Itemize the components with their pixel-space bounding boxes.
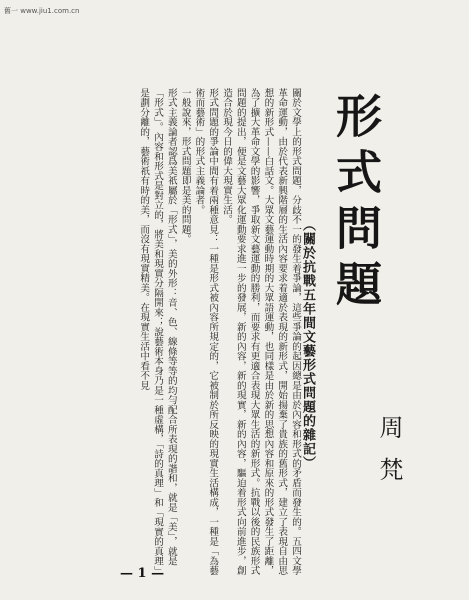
article-title: 形式問題: [329, 92, 383, 316]
author-name: 周梵: [375, 415, 403, 499]
page-number: — 1 —: [120, 566, 165, 581]
body-paragraph: 關於文學上的形式問題，分歧不一的發生着爭論，這些爭論的起因總是由於內容和形式的矛盾而發生的。五四文學革命運動，由於代表新興階層的生活內容要求着適於表現的新形式，開始揚棄了貴族的舊形式，建立了表現自由思想的新形式——白話文。大眾文藝運動時期的大眾語運動，也同樣是由於新的思想內容和原來的形式發生了距離，為了擴大革命文學的影響，爭取新文藝運動的勝利，而要求有更適合表現大眾生活的新形式。抗戰以後的民族形式問題的提出，便是文藝大眾化運動要求進一步的發展，新的內容，新的現實，新的內容，驅迫着形式向前進步，創造合於現今日的偉大現實生活。: [221, 88, 301, 576]
article-subtitle: （關於抗戰五年間文藝形式問題的雜記）: [300, 218, 315, 470]
watermark-text: 舊一 www.jiu1.com.cn: [4, 7, 80, 15]
body-paragraph: 形式問題的爭論中間有着兩種意見：一種是形式被內容所規定的，它被制於所反映的現實生活構成，一種是「為藝術而藝術」的形式主義論者。: [193, 88, 219, 576]
article-body: [74, 88, 302, 578]
body-paragraph: 一般說來，形式問題即是美的問題。: [179, 88, 191, 244]
body-paragraph: 形式主義論者認爲美祇屬於「形式」，美的外形：音、色、線條等等的均勻配合所表現的諧和，就是「美」，就是「形式」。內容和形式是對立的，將美和現實分隔開來；說藝術本身乃是一種虛構，「詩的真理」和「現實的真理」是劃分離的，藝術祇有時的美，而沒有現實精美。在現實生活中看不見: [138, 88, 177, 576]
